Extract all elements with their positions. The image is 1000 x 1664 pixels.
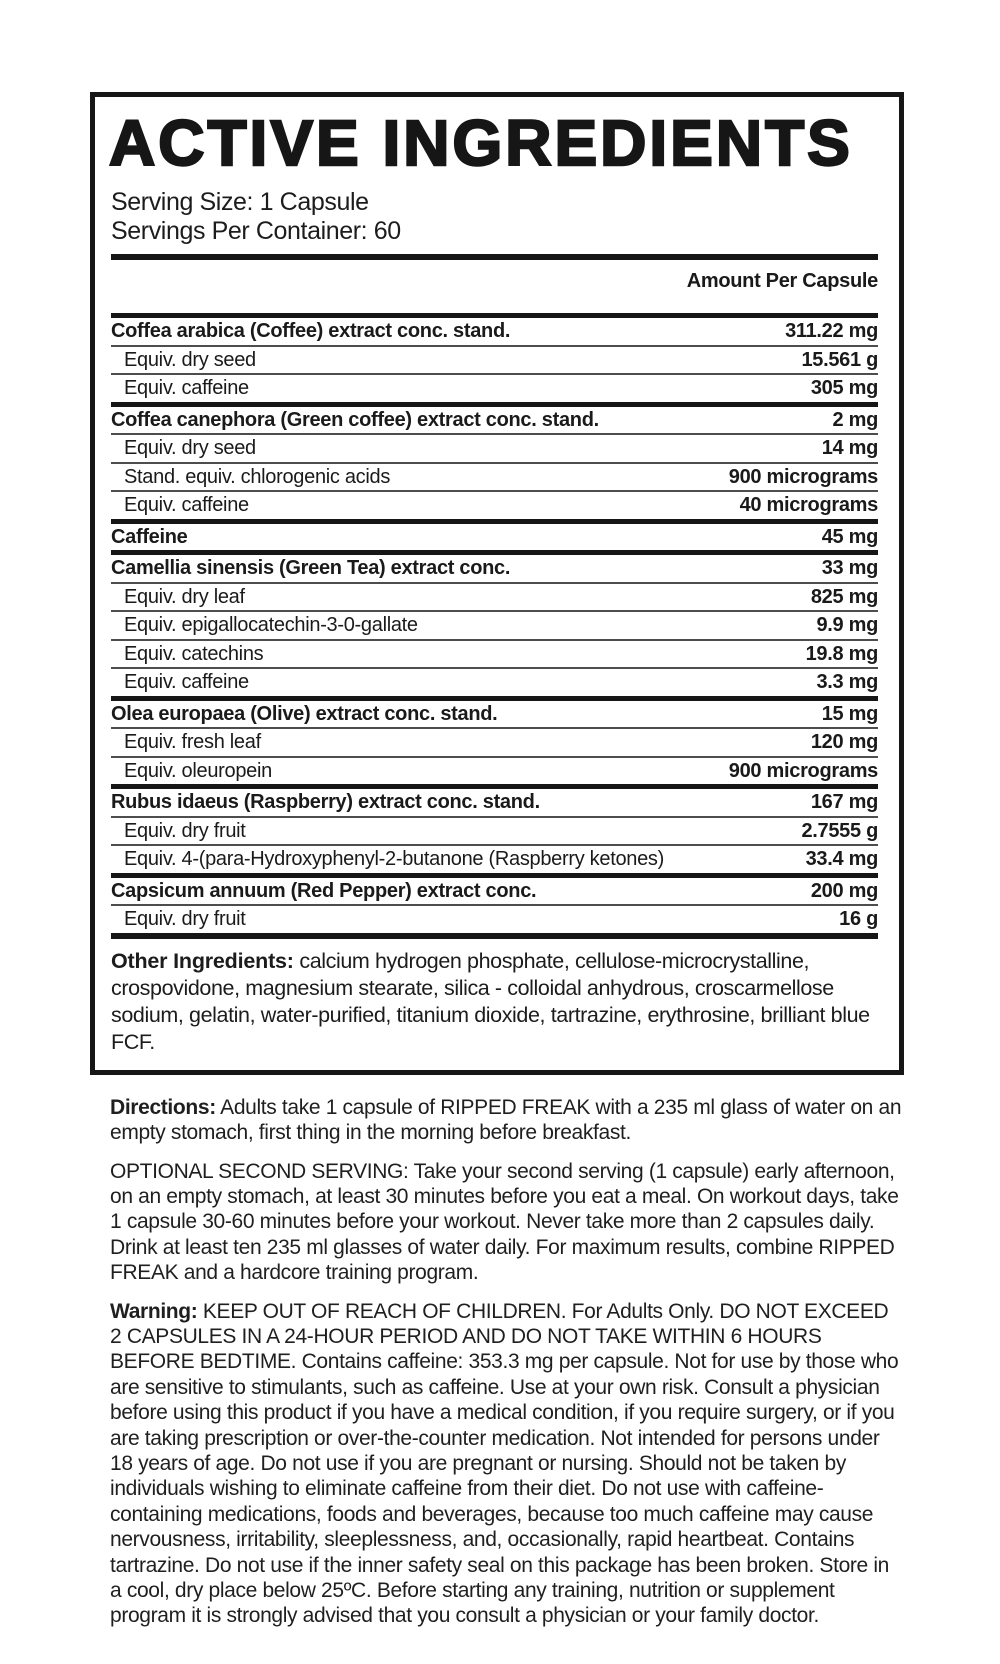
ingredient-row bbox=[111, 345, 878, 374]
ingredient-amount: 3.3 mg bbox=[816, 671, 878, 694]
ingredient-name: Equiv. dry seed bbox=[124, 348, 256, 371]
other-ingredients-label: Other Ingredients: bbox=[111, 948, 294, 973]
ingredient-row bbox=[111, 610, 878, 639]
ingredient-amount: 14 mg bbox=[821, 437, 878, 460]
ingredient-name: Olea europaea (Olive) extract conc. stand. bbox=[111, 702, 498, 725]
directions-label: Directions: bbox=[110, 1095, 216, 1119]
ingredient-amount: 305 mg bbox=[810, 377, 878, 400]
amount-per-capsule-header: Amount Per Capsule bbox=[686, 270, 878, 293]
ingredient-name: Caffeine bbox=[111, 525, 188, 548]
directions-text: Adults take 1 capsule of RIPPED FREAK with a 235 ml glass of water on an empty stomach, first thing in the morning before breakfast. bbox=[110, 1095, 902, 1145]
serving-info bbox=[111, 188, 878, 246]
ingredient-amount: 45 mg bbox=[821, 525, 878, 548]
ingredient-amount: 167 mg bbox=[810, 791, 878, 814]
ingredient-amount: 33.4 mg bbox=[805, 848, 878, 871]
warning-label: Warning: bbox=[110, 1299, 198, 1323]
ingredient-row bbox=[111, 550, 878, 582]
ingredient-name: Equiv. fresh leaf bbox=[124, 731, 261, 754]
ingredient-row bbox=[111, 696, 878, 728]
ingredient-name: Equiv. caffeine bbox=[124, 671, 249, 694]
other-ingredients bbox=[111, 948, 878, 1056]
ingredient-name: Equiv. epigallocatechin-3-0-gallate bbox=[124, 614, 418, 637]
ingredient-name: Equiv. dry fruit bbox=[124, 819, 246, 842]
optional-serving-paragraph: OPTIONAL SECOND SERVING: Take your second serving (1 capsule) early afternoon, on an empty stomach, at least 30 minutes before you eat a meal. On workout days, take 1 capsule 30-60 minutes before your workout. Never take more than 2 capsules daily. Drink at least ten 235 ml glasses of water daily. For maximum results, combine RIPPED FREAK and a hardcore training program. bbox=[110, 1159, 899, 1285]
ingredient-amount: 9.9 mg bbox=[816, 614, 878, 637]
ingredient-amount: 825 mg bbox=[810, 585, 878, 608]
ingredient-row bbox=[111, 727, 878, 756]
ingredient-name: Coffea canephora (Green coffee) extract conc. stand. bbox=[111, 408, 599, 431]
ingredient-amount: 2 mg bbox=[832, 408, 878, 431]
ingredient-name: Coffea arabica (Coffee) extract conc. stand. bbox=[111, 320, 511, 343]
ingredient-name: Equiv. caffeine bbox=[124, 494, 249, 517]
serving-size: Serving Size: 1 Capsule bbox=[111, 188, 369, 217]
ingredient-row bbox=[111, 904, 878, 933]
ingredient-amount: 40 micrograms bbox=[739, 494, 878, 517]
warning-paragraph bbox=[110, 1299, 902, 1629]
ingredient-amount: 120 mg bbox=[810, 731, 878, 754]
ingredient-name: Equiv. caffeine bbox=[124, 377, 249, 400]
ingredient-amount: 15.561 g bbox=[801, 348, 878, 371]
ingredients-table bbox=[111, 313, 878, 939]
ingredient-row bbox=[111, 402, 878, 434]
ingredient-amount: 19.8 mg bbox=[805, 642, 878, 665]
ingredient-amount: 311.22 mg bbox=[785, 320, 878, 343]
ingredient-row bbox=[111, 756, 878, 785]
ingredient-row bbox=[111, 519, 878, 551]
ingredient-row bbox=[111, 873, 878, 905]
ingredient-row bbox=[111, 667, 878, 696]
directions-paragraph bbox=[110, 1095, 902, 1146]
ingredient-row bbox=[111, 462, 878, 491]
ingredient-row bbox=[111, 582, 878, 611]
ingredient-name: Equiv. catechins bbox=[124, 642, 264, 665]
ingredient-amount: 16 g bbox=[839, 908, 878, 931]
ingredient-name: Equiv. dry leaf bbox=[124, 585, 245, 608]
ingredient-name: Rubus idaeus (Raspberry) extract conc. stand. bbox=[111, 791, 540, 814]
other-ingredients-text: calcium hydrogen phosphate, cellulose-microcrystalline, crospovidone, magnesium stearate, silica - colloidal anhydrous, croscarmellose sodium, gelatin, water-purified, titanium dioxide, tartrazine, erythrosine, brilliant blue FCF. bbox=[111, 948, 870, 1054]
ingredient-row bbox=[111, 639, 878, 668]
ingredient-amount: 15 mg bbox=[821, 702, 878, 725]
ingredient-row bbox=[111, 844, 878, 873]
ingredient-row bbox=[111, 433, 878, 462]
ingredient-name: Equiv. 4-(para-Hydroxyphenyl-2-butanone (Raspberry ketones) bbox=[124, 848, 664, 871]
ingredient-amount: 900 micrograms bbox=[728, 759, 878, 782]
ingredient-name: Camellia sinensis (Green Tea) extract conc. bbox=[111, 557, 511, 580]
ingredient-name: Equiv. oleuropein bbox=[124, 759, 272, 782]
ingredient-row bbox=[111, 490, 878, 519]
ingredient-name: Equiv. dry seed bbox=[124, 437, 256, 460]
panel-title: ACTIVE INGREDIENTS bbox=[109, 107, 853, 179]
active-ingredients-panel bbox=[90, 92, 904, 1075]
ingredient-row bbox=[111, 373, 878, 402]
ingredient-row bbox=[111, 816, 878, 845]
ingredient-amount: 2.7555 g bbox=[801, 819, 878, 842]
ingredient-amount: 900 micrograms bbox=[728, 465, 878, 488]
ingredient-name: Stand. equiv. chlorogenic acids bbox=[124, 465, 391, 488]
ingredient-amount: 33 mg bbox=[821, 557, 878, 580]
ingredient-row bbox=[111, 784, 878, 816]
warning-text: KEEP OUT OF REACH OF CHILDREN. For Adults Only. DO NOT EXCEED 2 CAPSULES IN A 24-HOUR PERIOD AND DO NOT TAKE WITHIN 6 HOURS BEFORE BEDTIME. Contains caffeine: 353.3 mg per capsule. Not for use by those who are sensitive to stimulants, such as caffeine. Use at your own risk. Consult a physician before using this product if you have a medical condition, if you require surgery, or if you are taking prescription or over-the-counter medication. Not intended for persons under 18 years of age. Do not use if you are pregnant or nursing. Should not be taken by individuals wishing to eliminate caffeine from their diet. Do not use with caffeine-containing medications, foods and beverages, because too much caffeine may cause nervousness, irritability, sleeplessness, and, occasionally, rapid heartbeat. Contains tartrazine. Do not use if the inner safety seal on this package has been broken. Store in a cool, dry place below 25ºC. Before starting any training, nutrition or supplement program it is strongly advised that you consult a physician or your family doctor. bbox=[110, 1299, 899, 1628]
usage-text-block bbox=[110, 1095, 902, 1629]
servings-per-container: Servings Per Container: 60 bbox=[111, 217, 401, 246]
ingredient-name: Capsicum annuum (Red Pepper) extract conc. bbox=[111, 879, 537, 902]
ingredient-row bbox=[111, 313, 878, 345]
ingredient-name: Equiv. dry fruit bbox=[124, 908, 246, 931]
ingredient-amount: 200 mg bbox=[810, 879, 878, 902]
